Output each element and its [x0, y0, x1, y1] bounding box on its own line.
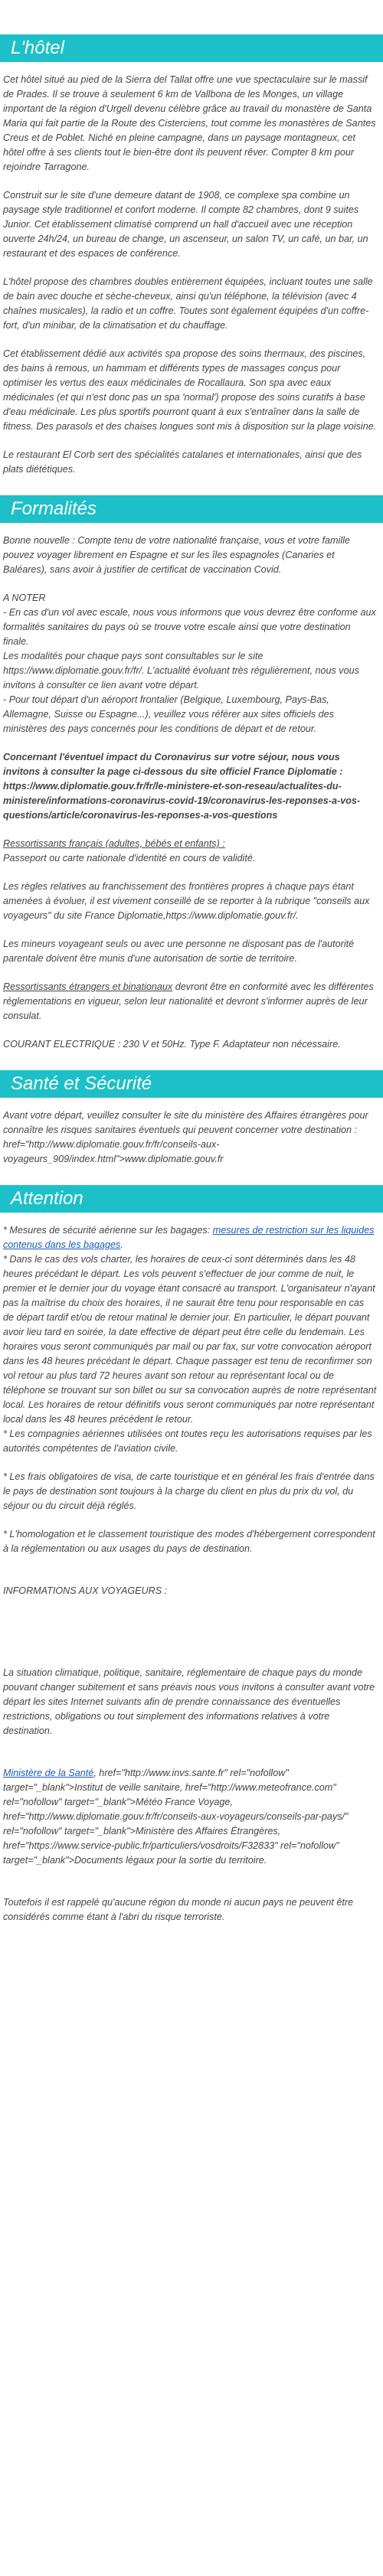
formalites-note: [3, 591, 377, 736]
minors-notice: Les mineurs voyageant seuls ou avec une personne ne disposant pas de l'autorité parentale doivent être munis d'une autorisation de sortie de territoire.: [3, 939, 355, 964]
airlines-authorization: * Les compagnies aériennes utilisées ont toutes reçu les autorisations requises par les autorités compétentes de l'aviation civile.: [3, 1428, 372, 1454]
luggage-security-prefix: * Mesures de sécurité aérienne sur les bagages:: [3, 1225, 213, 1236]
useful-sites: [3, 1766, 377, 1868]
hotel-section: [0, 73, 383, 477]
note-line: - Pour tout départ d'un aéroport frontalier (Belgique, Luxembourg, Pays-Bas, Allemagne, Suisse ou Espagne...), veuillez vous référer aux sites officiels des ministères des pays concernés pour les conditions de départ et de retour.: [3, 694, 334, 734]
homologation: * L'homologation et le classement touristique des modes d'hébergement correspondent à la réglementation ou aux usages du pays de destination.: [3, 1529, 375, 1554]
electric-current: COURANT ELECTRIQUE : 230 V et 50Hz. Type F. Adaptateur non nécessaire.: [3, 1039, 341, 1050]
french-nationals: [3, 837, 377, 866]
section-title-attention: Attention: [0, 1185, 383, 1213]
note-title: A NOTER: [3, 593, 46, 603]
luggage-security-suffix: .: [120, 1239, 123, 1250]
situation-notice: La situation climatique, politique, sanitaire, réglementaire de chaque pays du monde pouvant changer subitement et sans préavis nous vous invitons à consulter avant votre départ les sites Internet suivants afin de prendre connaissance des éventuelles restrictions, obligations ou tout simplement des informations relatives à votre destination.: [3, 1667, 375, 1736]
formalites-intro: Bonne nouvelle : Compte tenu de votre nationalité française, vous et votre famille pouvez voyager librement en Espagne et sur les îles espagnoles (Canaries et Baléares), sans avoir à justifier de certificat de vaccination Covid.: [3, 535, 350, 575]
hotel-rooms: L'hôtel propose des chambres doubles entièrement équipées, incluant toutes une salle de bain avec douche et sèche-cheveux, ainsi qu'un téléphone, la télévision (avec 4 chaînes musicales), la radio et un coffre. Toutes sont également équipées d'un coffre-fort, d'un minibar, de la climatisation et du chauffage.: [3, 276, 373, 331]
section-title-formalites: Formalités: [0, 495, 383, 523]
mandatory-fees: * Les frais obligatoires de visa, de carte touristique et en général les frais d'entrée dans le pays de destination sont toujours à la charge du client en plus du prix du vol, du séjour ou du circuit déjà réglés.: [3, 1471, 375, 1511]
border-rules: Les règles relatives au franchissement des frontières propres à chaque pays étant amenées à évoluer, il est vivement conseillé de se reporter à la rubrique "conseils aux voyageurs" du site France Diplomatie,https://www.diplomatie.gouv.fr/.: [3, 881, 370, 921]
hotel-restaurant: Le restaurant El Corb sert des spécialités catalanes et internationales, ainsi que des plats diététiques.: [3, 449, 362, 475]
ministry-health-link[interactable]: Ministère de la Santé: [3, 1768, 94, 1778]
french-nationals-title: Ressortissants français (adultes, bébés et enfants) :: [3, 838, 225, 849]
traveler-info-title: INFORMATIONS AUX VOYAGEURS :: [3, 1585, 168, 1596]
terrorism-notice: Toutefois il est rappelé qu'aucune région du monde ni aucun pays ne peuvent être considérés comme étant à l'abri du risque terroriste.: [3, 1897, 354, 1922]
luggage-security: [3, 1223, 377, 1456]
hotel-description: Cet hôtel situé au pied de la Sierra del Tallat offre une vue spectaculaire sur le massif de Prades. Il se trouve à seulement 6 km de Vallbona de les Monges, un village important de la région d'Urgell devenu célèbre grâce au travail du monastère de Santa Maria qui fait partie de la Route des Cisterciens, tout comme les monastères de Santes Creus et de Poblet. Niché en pleine campagne, dans un paysage montagneux, cet hôtel offre à ses clients tout le bien-être dont ils peuvent rêver. Compter 8 km pour rejoindre Tarragone.: [3, 74, 376, 172]
formalites-section: [0, 534, 383, 1052]
useful-sites-text: , href="http://www.invs.sante.fr" rel="nofollow" target="_blank">Institut de veille sanitaire, href="http://www.meteofrance.com" rel="nofollow" target="_blank">Météo France Voyage, href="http://www.diplomatie.gouv.fr/fr/conseils-aux-voyageurs/conseils-par-pays/" rel="nofollow" target="_blank">Ministère des Affaires Étrangères, href="https://www.service-public.fr/particuliers/vosdroits/F32833" rel="nofollow" target="_blank">Documents légaux pour la sortie du territoire.: [3, 1768, 349, 1866]
charter-flights: * Dans le cas des vols charter, les horaires de ceux-ci sont déterminés dans les 48 heures précédant le départ. Les vols peuvent s'effectuer de jour comme de nuit, le premier et le dernier jour du voyage étant consacré au transport. L'organisateur n'ayant pas la maîtrise du choix des horaires, il ne saurait être tenu pour responsable en cas de départ tardif et/ou de retour matinal le dernier jour. En particulier, le départ pouvant avoir lieu tard en soirée, la date effective de départ peut être celle du lendemain. Les horaires vous seront communiqués par mail ou par fax, sur votre convocation aéroport dans les 48 heures précédant le départ. Chaque passager est tenu de reconfirmer son vol retour au plus tard 72 heures avant son retour au représentant local ou de téléphone se trouvant sur son billet ou sur sa convocation auprès de notre représentant local. Les horaires de retour définitifs vous seront communiqués par notre représentant local dans les 48 heures précédent le retour.: [3, 1254, 377, 1425]
hotel-construction: Construit sur le site d'une demeure datant de 1908, ce complexe spa combine un paysage style traditionnel et confort moderne. Il compte 82 chambres, dont 9 suites Junior. Cet établissement climatisé comprend un hall d'accueil avec une réception ouverte 24h/24, un bureau de change, un ascenseur, un salon TV, un café, un bar, un restaurant et des espaces de conférence.: [3, 190, 368, 259]
french-nationals-text: Passeport ou carte nationale d'identité en cours de validité.: [3, 853, 256, 864]
note-line: - En cas d'un vol avec escale, nous vous informons que vous devrez être conforme aux formalités sanitaires du pays où se trouve votre escale ainsi que votre destination finale.: [3, 607, 376, 647]
foreign-nationals-text: devront être en conformité avec les différentes réglementations en vigueur, selon leur nationalité et devront s'informer auprès de leur consulat.: [3, 981, 374, 1021]
section-title-hotel: L'hôtel: [0, 34, 383, 62]
sante-section: [0, 1108, 383, 1167]
sante-text: Avant votre départ, veuillez consulter le site du ministère des Affaires étrangères pour connaître les risques sanitaires éventuels qui peuvent concerner votre destination : href="http://www.diplomatie.gouv.fr/fr/conseils-aux-voyageurs_909/index.html">www.diplomatie.gouv.fr: [3, 1110, 368, 1164]
liquids-restriction-link[interactable]: mesures de restriction sur les liquides contenus dans les bagages: [3, 1225, 375, 1250]
foreign-nationals-title: Ressortissants étrangers et binationaux: [3, 981, 173, 992]
note-line: Les modalités pour chaque pays sont consultables sur le site https://www.diplomatie.gouv.fr/fr/. L'actualité évoluant très régulièrement, nous vous invitons à consulter ce lien avant votre départ.: [3, 651, 359, 691]
coronavirus-notice: Concernant l'éventuel impact du Coronavirus sur votre séjour, nous vous invitons à consulter la page ci-dessous du site officiel France Diplomatie : https://www.diplomatie.gouv.fr/fr/le-ministere-et-son-reseau/actualites-du-ministere/informations-coronavirus-covid-19/coronavirus-les-reponses-a-vos-questions/article/coronavirus-les-reponses-a-vos-questions: [3, 752, 361, 821]
attention-section: [0, 1223, 383, 1925]
foreign-nationals: [3, 980, 377, 1024]
section-title-sante: Santé et Sécurité: [0, 1070, 383, 1098]
hotel-spa: Cet établissement dédié aux activités spa propose des soins thermaux, des piscines, des bains à remous, un hammam et différents types de massages conçus pour optimiser les vertus des eaux médicinales de Rocallaura. Son spa avec eaux médicinales (et qui n'est donc pas un spa 'normal') propose des soins curatifs à base d'eau médicinale. Les plus sportifs pourront quant à eux s'entraîner dans la salle de fitness. Des parasols et des chaises longues sont mis à disposition sur la plage voisine.: [3, 348, 377, 432]
